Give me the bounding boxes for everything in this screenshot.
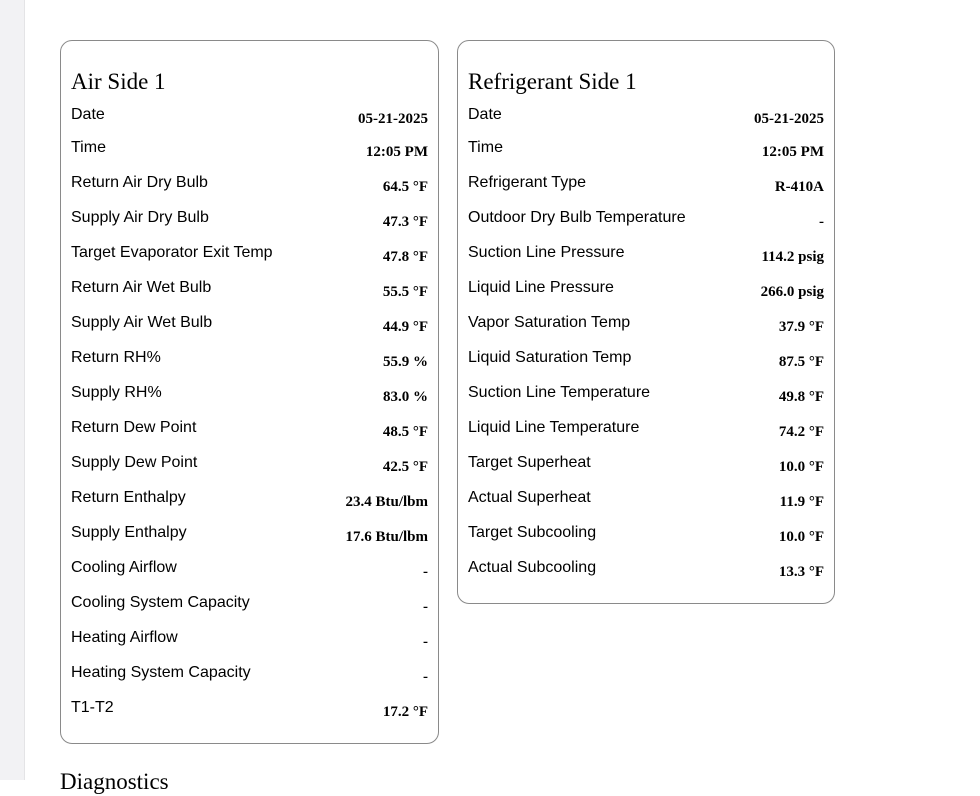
row-value: 05-21-2025 xyxy=(358,111,428,127)
row-label: Return Air Dry Bulb xyxy=(71,174,208,191)
data-row xyxy=(458,381,834,411)
row-value: 55.5 °F xyxy=(382,284,428,300)
row-label: Heating Airflow xyxy=(71,629,178,646)
data-row xyxy=(61,276,438,306)
data-row xyxy=(458,451,834,481)
row-label: Cooling System Capacity xyxy=(71,594,250,611)
row-label: Outdoor Dry Bulb Temperature xyxy=(468,209,686,226)
data-row xyxy=(61,346,438,376)
data-row xyxy=(458,241,834,271)
row-label: Date xyxy=(71,106,105,123)
data-row xyxy=(458,556,834,586)
row-value: 266.0 psig xyxy=(760,284,824,300)
row-label: Supply Air Dry Bulb xyxy=(71,209,209,226)
row-value: 55.9 % xyxy=(383,354,428,370)
data-row xyxy=(458,171,834,201)
row-value: - xyxy=(423,599,428,615)
row-value: - xyxy=(423,634,428,650)
row-value: 42.5 °F xyxy=(382,459,428,475)
row-label: Suction Line Temperature xyxy=(468,384,651,401)
row-value: 05-21-2025 xyxy=(754,111,824,127)
data-row xyxy=(61,136,438,166)
data-row xyxy=(61,381,438,411)
data-row xyxy=(61,486,438,516)
row-value: - xyxy=(819,214,824,230)
row-value: 12:05 PM xyxy=(365,144,428,160)
refrigerant-side-title: Refrigerant Side 1 xyxy=(468,69,637,94)
row-label: Supply RH% xyxy=(71,384,162,401)
row-label: Liquid Line Pressure xyxy=(468,279,614,296)
row-value: 12:05 PM xyxy=(761,144,824,160)
row-value: 17.2 °F xyxy=(382,704,428,720)
data-row xyxy=(61,171,438,201)
data-row xyxy=(61,626,438,656)
row-label: Cooling Airflow xyxy=(71,559,177,576)
row-label: Supply Enthalpy xyxy=(71,524,187,541)
row-value: 10.0 °F xyxy=(778,459,824,475)
data-row xyxy=(61,103,438,133)
row-value: 11.9 °F xyxy=(779,494,824,510)
row-label: Suction Line Pressure xyxy=(468,244,625,261)
data-row xyxy=(458,103,834,133)
row-value: 87.5 °F xyxy=(778,354,824,370)
air-side-card xyxy=(60,40,439,744)
air-side-title: Air Side 1 xyxy=(71,69,166,94)
data-row xyxy=(458,486,834,516)
next-section-heading: Diagnostics xyxy=(60,769,169,794)
data-row xyxy=(61,661,438,691)
data-row xyxy=(61,311,438,341)
row-label: Liquid Saturation Temp xyxy=(468,349,632,366)
row-value: R-410A xyxy=(774,179,824,195)
data-row xyxy=(458,206,834,236)
row-label: Date xyxy=(468,106,502,123)
row-label: Target Superheat xyxy=(468,454,591,471)
row-label: Return Air Wet Bulb xyxy=(71,279,212,296)
row-value: - xyxy=(423,669,428,685)
data-row xyxy=(458,521,834,551)
row-label: Target Subcooling xyxy=(468,524,597,541)
data-row xyxy=(458,136,834,166)
row-value: 10.0 °F xyxy=(778,529,824,545)
row-label: Heating System Capacity xyxy=(71,664,251,681)
data-row xyxy=(458,311,834,341)
sidebar-edge xyxy=(0,0,25,780)
row-label: Target Evaporator Exit Temp xyxy=(71,244,273,261)
row-value: 47.8 °F xyxy=(382,249,428,265)
row-label: Actual Superheat xyxy=(468,489,591,506)
row-label: Liquid Line Temperature xyxy=(468,419,640,436)
row-label: Supply Dew Point xyxy=(71,454,198,471)
data-row xyxy=(61,206,438,236)
row-value: 83.0 % xyxy=(383,389,428,405)
row-value: 23.4 Btu/lbm xyxy=(345,494,428,510)
row-value: 64.5 °F xyxy=(382,179,428,195)
row-value: 17.6 Btu/lbm xyxy=(345,529,428,545)
row-label: Refrigerant Type xyxy=(468,174,586,191)
data-row xyxy=(61,591,438,621)
row-value: 13.3 °F xyxy=(778,564,824,580)
data-row xyxy=(458,416,834,446)
row-label: Vapor Saturation Temp xyxy=(468,314,631,331)
row-value: 44.9 °F xyxy=(382,319,428,335)
row-label: Supply Air Wet Bulb xyxy=(71,314,213,331)
row-label: Return RH% xyxy=(71,349,161,366)
row-label: Actual Subcooling xyxy=(468,559,597,576)
row-value: 37.9 °F xyxy=(778,319,824,335)
row-value: 49.8 °F xyxy=(778,389,824,405)
data-row xyxy=(61,241,438,271)
data-row xyxy=(61,556,438,586)
row-label: T1-T2 xyxy=(71,699,114,716)
row-label: Return Dew Point xyxy=(71,419,197,436)
row-value: 74.2 °F xyxy=(778,424,824,440)
data-row xyxy=(61,521,438,551)
data-row xyxy=(458,346,834,376)
row-value: 47.3 °F xyxy=(382,214,428,230)
row-label: Time xyxy=(71,139,106,156)
row-value: - xyxy=(423,564,428,580)
data-row xyxy=(458,276,834,306)
refrigerant-side-card xyxy=(457,40,835,604)
row-label: Return Enthalpy xyxy=(71,489,186,506)
row-value: 48.5 °F xyxy=(382,424,428,440)
data-row xyxy=(61,451,438,481)
row-label: Time xyxy=(468,139,503,156)
row-value: 114.2 psig xyxy=(761,249,824,265)
data-row xyxy=(61,696,438,726)
data-row xyxy=(61,416,438,446)
